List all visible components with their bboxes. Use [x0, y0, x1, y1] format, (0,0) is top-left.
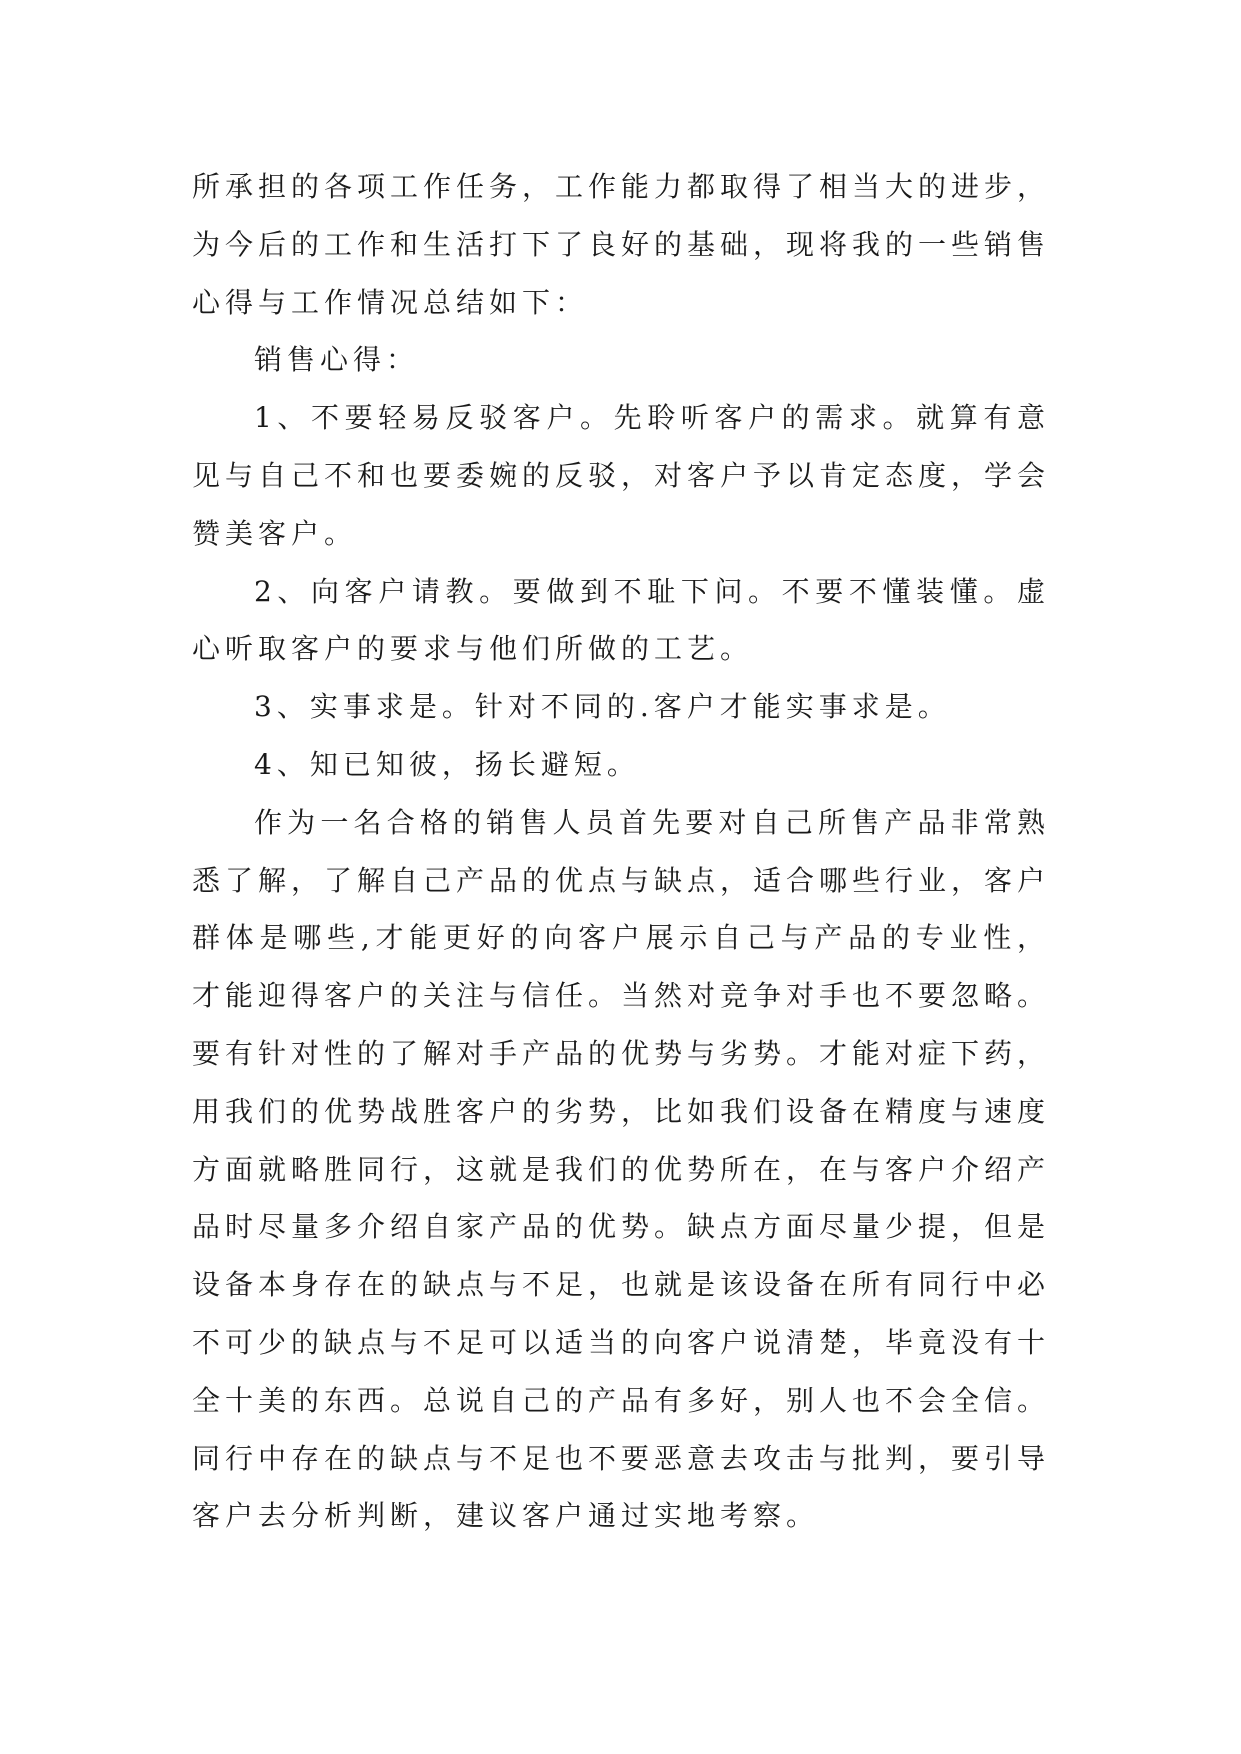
document-page: [192, 158, 1050, 1545]
closing-paragraph: 作为一名合格的销售人员首先要对自己所售产品非常熟悉了解，了解自己产品的优点与缺点，适合哪些行业，客户群体是哪些,才能更好的向客户展示自己与产品的专业性，才能迎得客户的关注与信任。当然对竞争对手也不要忽略。要有针对性的了解对手产品的优势与劣势。才能对症下药，用我们的优势战胜客户的劣势，比如我们设备在精度与速度方面就略胜同行，这就是我们的优势所在，在与客户介绍产品时尽量多介绍自家产品的优势。缺点方面尽量少提，但是设备本身存在的缺点与不足，也就是该设备在所有同行中必不可少的缺点与不足可以适当的向客户说清楚，毕竟没有十全十美的东西。总说自己的产品有多好，别人也不会全信。同行中存在的缺点与不足也不要恶意去攻击与批判，要引导客户去分析判断，建议客户通过实地考察。: [192, 805, 1051, 1533]
list-item-3: 3、实事求是。针对不同的.客户才能实事求是。: [254, 690, 951, 724]
intro-paragraph: 所承担的各项工作任务，工作能力都取得了相当大的进步，为今后的工作和生活打下了良好的基础，现将我的一些销售心得与工作情况总结如下：: [192, 170, 1051, 319]
list-item-2: 2、向客户请教。要做到不耻下问。不要不懂装懂。虚心听取客户的要求与他们所做的工艺。: [192, 574, 1050, 666]
list-item-1: 1、不要轻易反驳客户。先聆听客户的需求。就算有意见与自己不和也要委婉的反驳，对客户予以肯定态度，学会赞美客户。: [192, 401, 1051, 550]
list-item-4: 4、知已知彼，扬长避短。: [254, 747, 640, 781]
section-heading: 销售心得：: [254, 343, 420, 377]
